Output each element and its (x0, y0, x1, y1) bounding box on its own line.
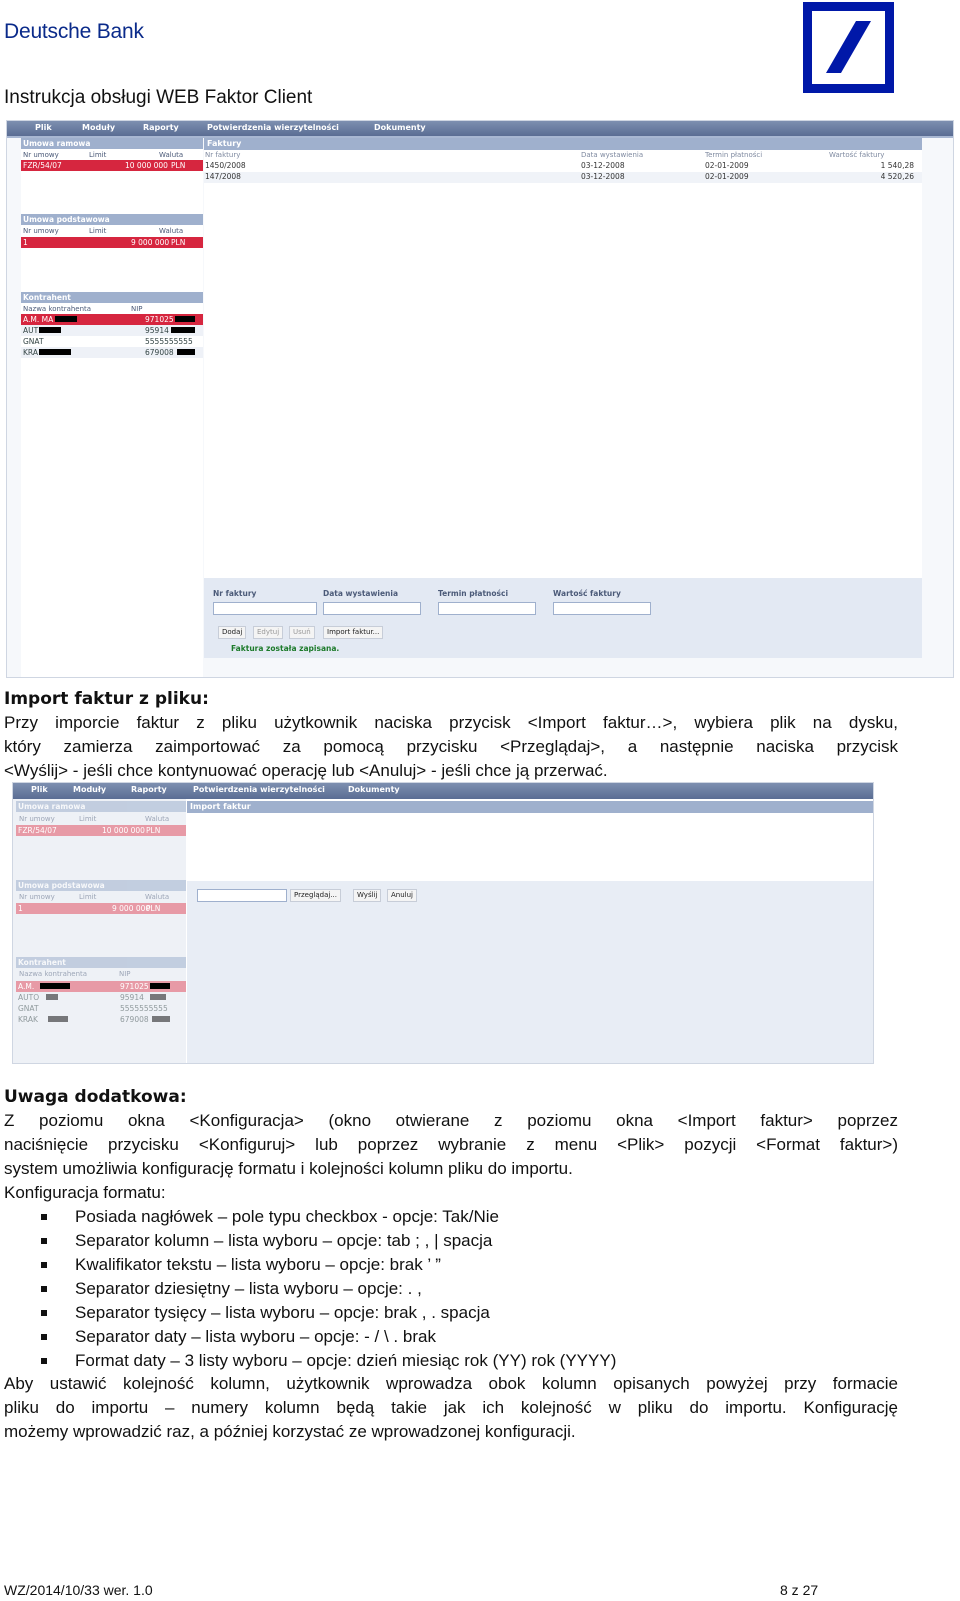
screenshot-faktury (6, 120, 954, 678)
panel-umowa-ramowa-header: Umowa ramowa (21, 138, 203, 149)
deutsche-bank-logo (803, 2, 894, 93)
panel-import-faktur-header: Import faktur (187, 801, 874, 813)
col-nr-umowy: Nr umowy (19, 893, 55, 901)
footer-page-number: 8 z 27 (780, 1582, 819, 1598)
col-waluta: Waluta (145, 893, 170, 901)
table-row[interactable]: 1 9 000 000 PLN (21, 237, 203, 248)
menu-raporty[interactable]: Raporty (143, 123, 179, 132)
list-item: Separator kolumn – lista wyboru – opcje: tab ; , | spacja (40, 1229, 616, 1253)
redaction (152, 1016, 170, 1022)
col-limit: Limit (79, 815, 97, 823)
heading-import-faktur: Import faktur z pliku: (4, 689, 209, 709)
document-title: Instrukcja obsługi WEB Faktor Client (4, 87, 313, 108)
table-row[interactable]: AUTO 95914 (16, 992, 186, 1003)
file-path-input[interactable] (197, 889, 287, 902)
paragraph-line: możemy wprowadzić raz, a później korzystać ze wprowadzonej konfiguracji. (4, 1422, 576, 1441)
table-row[interactable]: GNAT 5555555555 (18, 1004, 168, 1013)
table-row[interactable]: A.M. MA 971025 (21, 314, 203, 325)
footer-doc-id: WZ/2014/10/33 wer. 1.0 (4, 1582, 153, 1598)
dodaj-button[interactable]: Dodaj (218, 626, 246, 639)
table-row[interactable]: GNAT 5555555555 (23, 337, 193, 346)
col-nazwa-kontrahenta: Nazwa kontrahenta (19, 970, 88, 978)
panel-kontrahent-header: Kontrahent (16, 957, 186, 968)
paragraph-line: <Wyślij> - jeśli chce kontynuować operację lub <Anuluj> - jeśli chce ją przerwać. (4, 761, 608, 780)
table-row[interactable]: FZR/54/07 10 000 000 PLN (16, 825, 186, 836)
panel-kontrahent-header: Kontrahent (21, 292, 203, 303)
heading-uwaga-dodatkowa: Uwaga dodatkowa: (4, 1087, 187, 1107)
menu-moduly[interactable]: Moduły (73, 785, 107, 794)
import-area (187, 881, 874, 1064)
redaction (48, 1016, 68, 1022)
col-nr-faktury: Nr faktury (205, 151, 241, 159)
app-menubar (13, 783, 873, 799)
col-waluta: Waluta (159, 151, 184, 159)
table-row[interactable]: AUT 95914 (21, 325, 203, 336)
config-options-list (40, 1205, 616, 1373)
redaction (150, 983, 170, 989)
label-wartosc-faktury: Wartość faktury (553, 589, 621, 598)
list-item: Kwalifikator tekstu – lista wyboru – opcje: brak ’ ” (40, 1253, 616, 1277)
paragraph-line: system umożliwia konfigurację formatu i kolejności kolumn pliku do importu. (4, 1159, 573, 1178)
table-row[interactable]: 1 9 000 000 PLN (16, 903, 186, 914)
paragraph-line: pliku do importu – numery kolumn będą takie jak ich kolejność w pliku do importu. Konfigurację (4, 1398, 898, 1417)
col-limit: Limit (79, 893, 97, 901)
panel-faktury-header: Faktury (204, 138, 922, 150)
panel-umowa-ramowa-header: Umowa ramowa (16, 801, 186, 812)
col-limit: Limit (89, 151, 107, 159)
table-row[interactable]: FZR/54/07 10 000 000 PLN (21, 160, 203, 171)
redaction (40, 983, 70, 989)
col-nr-umowy: Nr umowy (23, 227, 59, 235)
menu-dokumenty[interactable]: Dokumenty (374, 123, 426, 132)
menu-plik[interactable]: Plik (35, 123, 52, 132)
panel-umowa-podstawowa-header: Umowa podstawowa (21, 214, 203, 225)
table-row[interactable]: 147/2008 03-12-2008 02-01-2009 4 520,26 (204, 172, 922, 183)
menu-dokumenty[interactable]: Dokumenty (348, 785, 400, 794)
col-nazwa-kontrahenta: Nazwa kontrahenta (23, 305, 92, 313)
success-message: Faktura została zapisana. (231, 644, 340, 653)
table-row[interactable]: KRA 679008 (21, 347, 203, 358)
list-item: Posiada nagłówek – pole typu checkbox - opcje: Tak/Nie (40, 1205, 616, 1229)
usun-button[interactable]: Usuń (289, 626, 315, 639)
menu-plik[interactable]: Plik (31, 785, 48, 794)
col-waluta: Waluta (145, 815, 170, 823)
table-row[interactable]: A.M. 971025 (16, 981, 186, 992)
redaction (175, 316, 195, 322)
faktury-list (204, 150, 922, 578)
wartosc-faktury-input[interactable] (553, 602, 651, 615)
app-menubar (7, 121, 953, 136)
przegladaj-button[interactable]: Przeglądaj... (290, 889, 341, 902)
list-item: Separator tysięcy – lista wyboru – opcje: brak , . spacja (40, 1301, 616, 1325)
menu-potwierdzenia[interactable]: Potwierdzenia wierzytelności (193, 785, 325, 794)
redaction (39, 327, 61, 333)
redaction (177, 349, 195, 355)
paragraph-line: Aby ustawić kolejność kolumn, użytkownik wprowadza obok kolumn opisanych powyżej przy formacie (4, 1374, 898, 1393)
redaction (150, 994, 166, 1000)
col-nip: NIP (131, 305, 143, 313)
col-limit: Limit (89, 227, 107, 235)
list-item: Format daty – 3 listy wyboru – opcje: dzień miesiąc rok (YY) rok (YYYY) (40, 1349, 616, 1373)
col-data-wystawienia: Data wystawienia (581, 151, 644, 159)
col-nr-umowy: Nr umowy (23, 151, 59, 159)
paragraph-line: Przy imporcie faktur z pliku użytkownik naciska przycisk <Import faktur…>, wybiera plik na dysku, (4, 713, 898, 732)
import-faktur-button[interactable]: Import faktur... (323, 626, 383, 639)
col-waluta: Waluta (159, 227, 184, 235)
screenshot-import-faktur (12, 782, 874, 1064)
data-wystawienia-input[interactable] (323, 602, 421, 615)
list-item: Separator dziesiętny – lista wyboru – opcje: . , (40, 1277, 616, 1301)
nr-faktury-input[interactable] (213, 602, 317, 615)
redaction (55, 316, 77, 322)
label-data-wystawienia: Data wystawienia (323, 589, 399, 598)
col-nr-umowy: Nr umowy (19, 815, 55, 823)
wyslij-button[interactable]: Wyślij (353, 889, 381, 902)
menu-potwierdzenia[interactable]: Potwierdzenia wierzytelności (207, 123, 339, 132)
panel-umowa-podstawowa-header: Umowa podstawowa (16, 880, 186, 891)
col-termin-platnosci: Termin płatności (705, 151, 763, 159)
menu-moduly[interactable]: Moduły (82, 123, 116, 132)
termin-platnosci-input[interactable] (438, 602, 536, 615)
redaction (46, 994, 58, 1000)
redaction (171, 327, 195, 333)
label-termin-platnosci: Termin płatności (438, 589, 509, 598)
col-wartosc-faktury: Wartość faktury (829, 151, 885, 159)
table-row[interactable]: KRAK 679008 (16, 1014, 186, 1025)
edytuj-button[interactable]: Edytuj (253, 626, 283, 639)
list-item: Separator daty – lista wyboru – opcje: - / \ . brak (40, 1325, 616, 1349)
col-nip: NIP (119, 970, 131, 978)
redaction (39, 349, 71, 355)
label-nr-faktury: Nr faktury (213, 589, 257, 598)
brand-name: Deutsche Bank (4, 20, 144, 43)
table-row[interactable]: 1450/2008 03-12-2008 02-01-2009 1 540,28 (205, 161, 914, 170)
menu-raporty[interactable]: Raporty (131, 785, 167, 794)
anuluj-button[interactable]: Anuluj (387, 889, 417, 902)
paragraph-line: naciśnięcie przycisku <Konfiguruj> lub poprzez wybranie z menu <Plik> pozycji <Format faktur>) (4, 1135, 898, 1154)
paragraph-line: który zamierza zaimportować za pomocą przycisku <Przeglądaj>, a następnie naciska przycisk (4, 737, 898, 756)
config-label: Konfiguracja formatu: (4, 1183, 166, 1202)
paragraph-line: Z poziomu okna <Konfiguracja> (okno otwierane z poziomu okna <Import faktur> poprzez (4, 1111, 898, 1130)
